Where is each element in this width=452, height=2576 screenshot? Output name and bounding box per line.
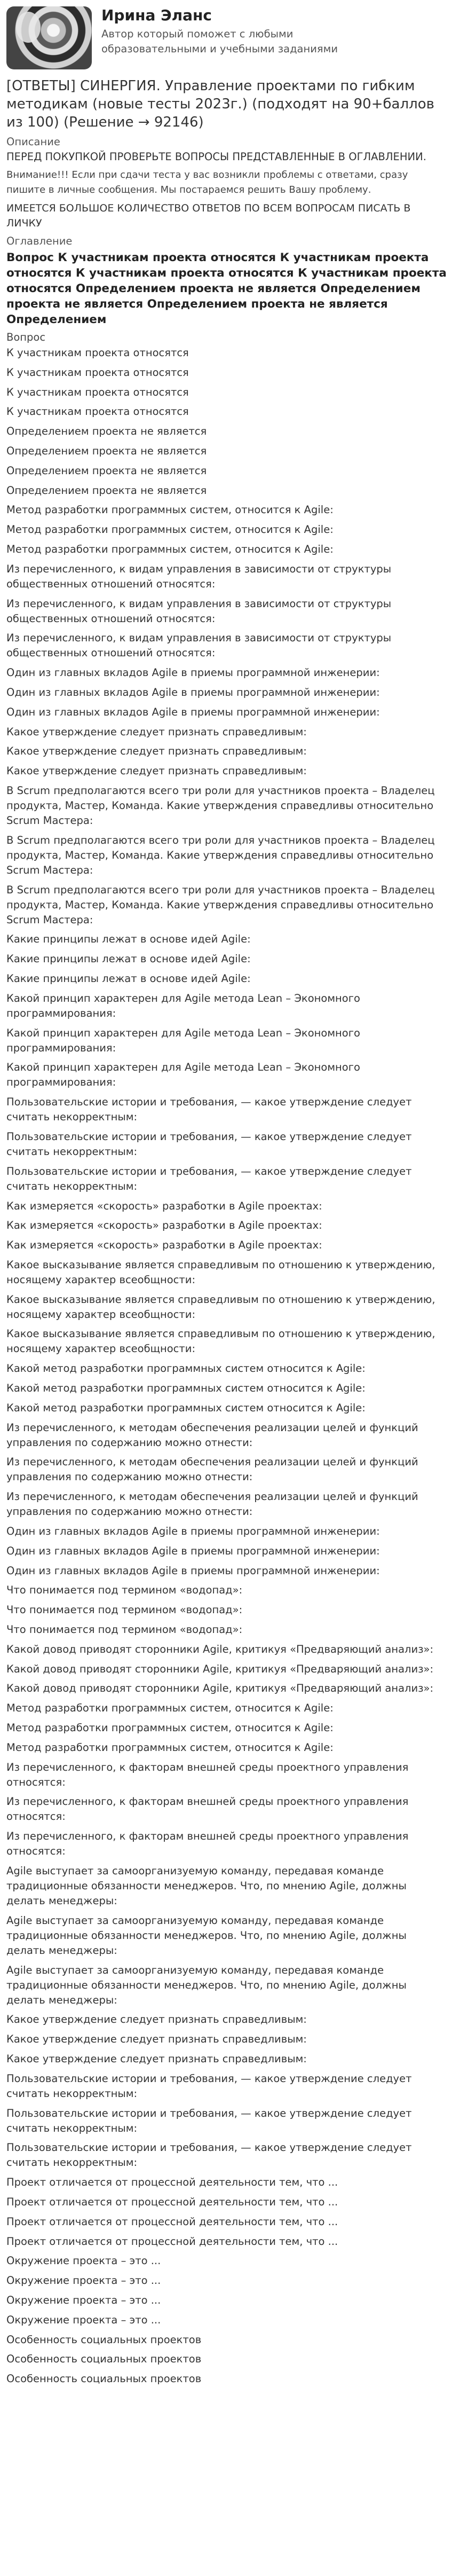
list-item: Какой метод разработки программных систем относится к Agile: bbox=[6, 1362, 366, 1375]
list-item: Пользовательские истории и требования, — какое утверждение следует считать некорректным: bbox=[6, 1130, 412, 1158]
author-name[interactable]: Ирина Эланс bbox=[101, 6, 212, 24]
list-item: Что понимается под термином «водопад»: bbox=[6, 1584, 243, 1597]
list-item: Как измеряется «скорость» разработки в Agile проектах: bbox=[6, 1239, 322, 1252]
list-item: В Scrum предполагаются всего три роли для участников проекта – Владелец продукта, Мастер, Команда. Какие утверждения справедливы относительно Scrum Мастера: bbox=[6, 784, 435, 827]
list-item: Определением проекта не является bbox=[6, 425, 207, 438]
list-item: Из перечисленного, к видам управления в зависимости от структуры общественных отношений относятся: bbox=[6, 562, 392, 590]
list-item: Метод разработки программных систем, относится к Agile: bbox=[6, 1722, 334, 1734]
list-item: Из перечисленного, к факторам внешней среды проектного управления относятся: bbox=[6, 1761, 409, 1788]
list-item: Какой довод приводят сторонники Agile, критикуя «Предваряющий анализ»: bbox=[6, 1682, 434, 1695]
question-list bbox=[6, 345, 447, 2386]
list-item: Что понимается под термином «водопад»: bbox=[6, 1623, 243, 1636]
list-item: Какой принцип характерен для Agile метода Lean – Экономного программирования: bbox=[6, 992, 360, 1019]
list-item: Какие принципы лежат в основе идей Agile: bbox=[6, 933, 251, 946]
list-item: Agile выступает за самоорганизуемую команду, передавая команде традиционные обязанности менеджеров. Что, по мнению Agile, должны делать менеджеры: bbox=[6, 1865, 407, 1907]
list-item: Один из главных вкладов Agile в приемы программной инженерии: bbox=[6, 666, 380, 679]
list-item: В Scrum предполагаются всего три роли для участников проекта – Владелец продукта, Мастер, Команда. Какие утверждения справедливы относительно Scrum Мастера: bbox=[6, 883, 435, 926]
list-item: К участникам проекта относятся bbox=[6, 366, 189, 379]
list-item: Окружение проекта – это ... bbox=[6, 2274, 161, 2287]
notice-text: ИМЕЕТСЯ БОЛЬШОЕ КОЛИЧЕСТВО ОТВЕТОВ ПО ВСЕМ ВОПРОСАМ ПИСАТЬ В ЛИЧКУ bbox=[6, 202, 411, 229]
attention-hint: Внимание!!! Если при сдачи теста у вас возникли проблемы с ответами, сразу пишите в личные сообщения. Мы постараемся решить Вашу проблему. bbox=[6, 169, 408, 195]
list-item: Один из главных вкладов Agile в приемы программной инженерии: bbox=[6, 1564, 380, 1577]
list-item: Из перечисленного, к факторам внешней среды проектного управления относятся: bbox=[6, 1830, 409, 1858]
list-item: Окружение проекта – это ... bbox=[6, 2255, 161, 2267]
list-item: Какое утверждение следует признать справедливым: bbox=[6, 725, 307, 738]
list-item: Какое утверждение следует признать справедливым: bbox=[6, 2053, 307, 2065]
list-item: Метод разработки программных систем, относится к Agile: bbox=[6, 1702, 334, 1715]
list-item: Какое высказывание является справедливым по отношению к утверждению, носящему характер всеобщности: bbox=[6, 1293, 435, 1321]
list-item: Пользовательские истории и требования, — какое утверждение следует считать некорректным: bbox=[6, 1096, 412, 1124]
list-item: Какое утверждение следует признать справедливым: bbox=[6, 765, 307, 777]
list-item: Метод разработки программных систем, относится к Agile: bbox=[6, 504, 334, 516]
list-item: Какое утверждение следует признать справедливым: bbox=[6, 2013, 307, 2026]
author-avatar[interactable] bbox=[6, 6, 92, 69]
list-item: Как измеряется «скорость» разработки в Agile проектах: bbox=[6, 1219, 322, 1232]
list-item: Какой метод разработки программных систем относится к Agile: bbox=[6, 1382, 366, 1395]
list-item: Какой принцип характерен для Agile метода Lean – Экономного программирования: bbox=[6, 1026, 360, 1054]
list-item: Пользовательские истории и требования, — какое утверждение следует считать некорректным: bbox=[6, 2107, 412, 2134]
list-item: Какие принципы лежат в основе идей Agile: bbox=[6, 972, 251, 985]
list-item: К участникам проекта относятся bbox=[6, 405, 189, 418]
list-item: Один из главных вкладов Agile в приемы программной инженерии: bbox=[6, 1544, 380, 1557]
list-item: Из перечисленного, к видам управления в зависимости от структуры общественных отношений относятся: bbox=[6, 597, 392, 625]
list-item: Какое утверждение следует признать справедливым: bbox=[6, 2033, 307, 2046]
description-text: ПЕРЕД ПОКУПКОЙ ПРОВЕРЬТЕ ВОПРОСЫ ПРЕДСТАВЛЕННЫЕ В ОГЛАВЛЕНИИ. bbox=[6, 151, 426, 163]
list-item: Проект отличается от процессной деятельности тем, что ... bbox=[6, 2235, 338, 2248]
list-item: Из перечисленного, к методам обеспечения реализации целей и функций управления по содержанию можно отнести: bbox=[6, 1421, 418, 1449]
list-item: Проект отличается от процессной деятельности тем, что ... bbox=[6, 2176, 338, 2189]
list-item: Из перечисленного, к методам обеспечения реализации целей и функций управления по содержанию можно отнести: bbox=[6, 1456, 418, 1483]
list-item: Какое высказывание является справедливым по отношению к утверждению, носящему характер всеобщности: bbox=[6, 1258, 435, 1286]
list-item: Какой довод приводят сторонники Agile, критикуя «Предваряющий анализ»: bbox=[6, 1643, 434, 1655]
author-description: Автор который поможет с любыми образовательными и учебными заданиями bbox=[101, 28, 338, 55]
question-label: Вопрос bbox=[6, 331, 46, 343]
list-item: Особенность социальных проектов bbox=[6, 2373, 202, 2385]
list-item: Какие принципы лежат в основе идей Agile: bbox=[6, 953, 251, 965]
description-label: Описание bbox=[6, 136, 60, 148]
list-item: Метод разработки программных систем, относится к Agile: bbox=[6, 1741, 334, 1754]
toc-label: Оглавление bbox=[6, 235, 73, 247]
list-item: К участникам проекта относятся bbox=[6, 386, 189, 398]
list-item: Один из главных вкладов Agile в приемы программной инженерии: bbox=[6, 705, 380, 718]
list-item: Какой принцип характерен для Agile метода Lean – Экономного программирования: bbox=[6, 1061, 360, 1089]
list-item: Один из главных вкладов Agile в приемы программной инженерии: bbox=[6, 1525, 380, 1538]
list-item: Как измеряется «скорость» разработки в Agile проектах: bbox=[6, 1199, 322, 1212]
list-item: Из перечисленного, к видам управления в зависимости от структуры общественных отношений относятся: bbox=[6, 632, 392, 659]
list-item: Из перечисленного, к методам обеспечения реализации целей и функций управления по содержанию можно отнести: bbox=[6, 1490, 418, 1518]
list-item: К участникам проекта относятся bbox=[6, 347, 189, 359]
author-info bbox=[101, 6, 400, 57]
list-item: Определением проекта не является bbox=[6, 484, 207, 497]
list-item: Agile выступает за самоорганизуемую команду, передавая команде традиционные обязанности менеджеров. Что, по мнению Agile, должны делать менеджеры: bbox=[6, 1964, 407, 2006]
list-item: Определением проекта не является bbox=[6, 444, 207, 457]
list-item: Проект отличается от процессной деятельности тем, что ... bbox=[6, 2215, 338, 2228]
list-item: Окружение проекта – это ... bbox=[6, 2313, 161, 2326]
list-item: Что понимается под термином «водопад»: bbox=[6, 1604, 243, 1616]
toc-heading: Вопрос К участникам проекта относятся К участникам проекта относятся К участникам проекта относятся К участникам проекта относятся Определением проекта не является Определением проекта не является Определением проекта не является Определением bbox=[6, 251, 447, 326]
list-item: Окружение проекта – это ... bbox=[6, 2294, 161, 2306]
list-item: Метод разработки программных систем, относится к Agile: bbox=[6, 543, 334, 555]
list-item: В Scrum предполагаются всего три роли для участников проекта – Владелец продукта, Мастер, Команда. Какие утверждения справедливы относительно Scrum Мастера: bbox=[6, 834, 435, 876]
list-item: Пользовательские истории и требования, — какое утверждение следует считать некорректным: bbox=[6, 1165, 412, 1192]
list-item: Какой метод разработки программных систем относится к Agile: bbox=[6, 1401, 366, 1414]
author-card bbox=[6, 6, 447, 69]
work-title: [ОТВЕТЫ] СИНЕРГИЯ. Управление проектами по гибким методикам (новые тесты 2023г.) (подходят на 90+баллов из 100) (Решение → 92146) bbox=[6, 78, 434, 130]
list-item: Метод разработки программных систем, относится к Agile: bbox=[6, 523, 334, 536]
list-item: Определением проекта не является bbox=[6, 464, 207, 477]
list-item: Пользовательские истории и требования, — какое утверждение следует считать некорректным: bbox=[6, 2141, 412, 2169]
list-item: Какое утверждение следует признать справедливым: bbox=[6, 745, 307, 758]
list-item: Agile выступает за самоорганизуемую команду, передавая команде традиционные обязанности менеджеров. Что, по мнению Agile, должны делать менеджеры: bbox=[6, 1914, 407, 1957]
list-item: Особенность социальных проектов bbox=[6, 2353, 202, 2366]
list-item: Какое высказывание является справедливым по отношению к утверждению, носящему характер всеобщности: bbox=[6, 1328, 435, 1355]
list-item: Особенность социальных проектов bbox=[6, 2333, 202, 2346]
list-item: Один из главных вкладов Agile в приемы программной инженерии: bbox=[6, 686, 380, 698]
list-item: Какой довод приводят сторонники Agile, критикуя «Предваряющий анализ»: bbox=[6, 1662, 434, 1675]
list-item: Из перечисленного, к факторам внешней среды проектного управления относятся: bbox=[6, 1795, 409, 1823]
list-item: Проект отличается от процессной деятельности тем, что ... bbox=[6, 2195, 338, 2208]
list-item: Пользовательские истории и требования, — какое утверждение следует считать некорректным: bbox=[6, 2072, 412, 2100]
